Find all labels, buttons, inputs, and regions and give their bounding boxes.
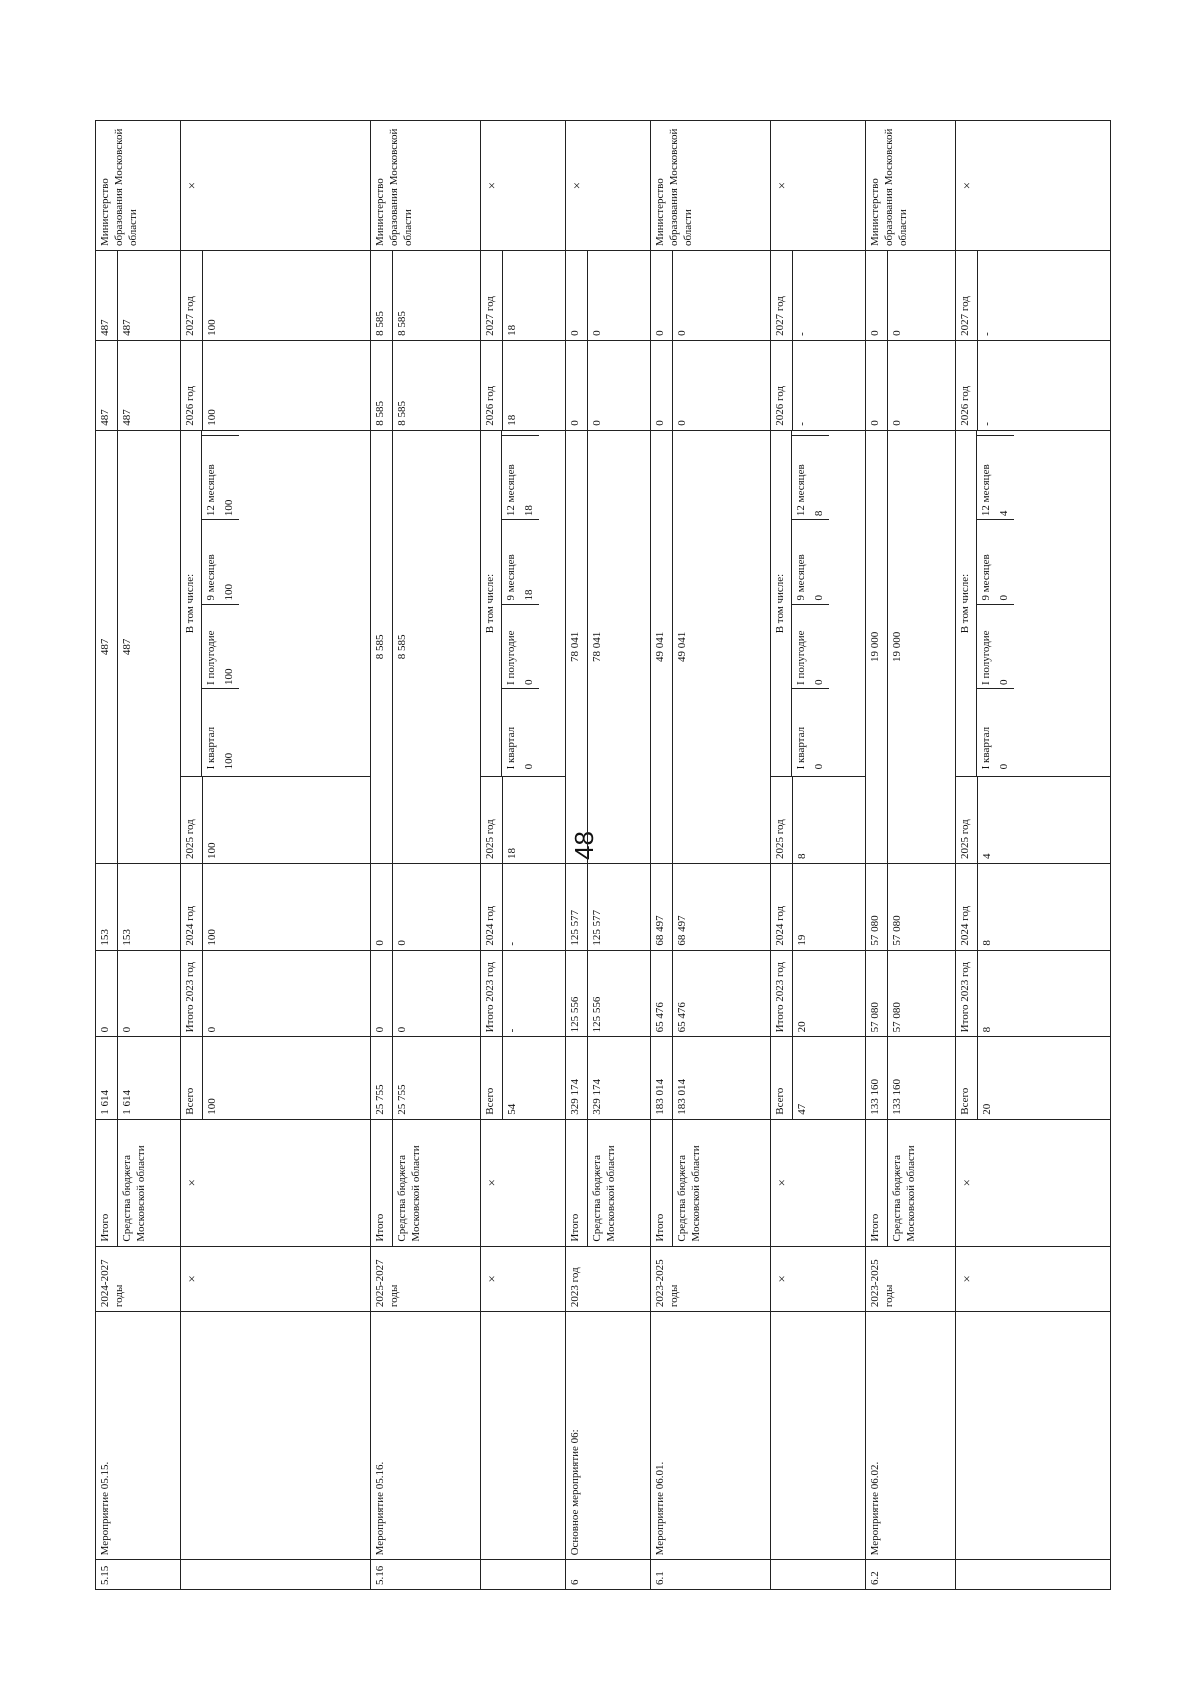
total-value: 54 <box>502 1037 520 1118</box>
row-period: × <box>771 1246 866 1312</box>
year-y2026-itogo: 8 585 <box>374 400 386 426</box>
year-y2026-itogo: 0 <box>654 420 666 426</box>
quarter-value: 100 <box>222 584 235 601</box>
table-row <box>181 121 371 1590</box>
year-y2023-itogo: 125 556 <box>569 996 581 1033</box>
quarter-breakdown <box>481 430 566 777</box>
year-header: 2027 год <box>184 296 196 336</box>
quarter-value: 0 <box>522 763 535 770</box>
year-y2026-budget: 8 585 <box>392 341 410 430</box>
quarter-h1 <box>202 604 240 688</box>
including-label: В том числе: <box>774 431 792 777</box>
year-header: 2024 год <box>184 905 196 946</box>
total-cell <box>651 1037 771 1119</box>
total-header: Всего <box>959 1087 971 1115</box>
row-description <box>481 1312 566 1560</box>
year-y2026-budget: 0 <box>672 341 690 430</box>
quarter-header: 12 месяцев <box>504 464 517 517</box>
year-y2024-itogo: 68 497 <box>654 915 666 946</box>
row-responsible: Министерство образования Московской области <box>96 121 181 251</box>
row-responsible: × <box>956 121 1111 251</box>
year-y2027 <box>956 251 1111 341</box>
row-period: × <box>481 1246 566 1312</box>
row-responsible: × <box>181 121 371 251</box>
year-value: 100 <box>202 341 220 430</box>
quarter-m12 <box>202 435 240 519</box>
year-y2025 <box>771 777 866 864</box>
year-y2023 <box>96 950 181 1037</box>
quarter-q1 <box>977 688 1015 772</box>
year-value: 18 <box>502 777 520 863</box>
including-label: В том числе: <box>184 431 202 777</box>
total-cell-budget: 25 755 <box>392 1037 410 1118</box>
year-value: 100 <box>202 251 220 340</box>
year-header: 2024 год <box>959 905 971 946</box>
row-number: 5.15 <box>96 1560 181 1590</box>
row-number: 5.16 <box>371 1560 481 1590</box>
year-y2023-budget: 57 080 <box>887 951 905 1037</box>
year-value: 8 <box>977 864 995 950</box>
year-header: Итого 2023 год <box>484 961 496 1033</box>
total-cell <box>956 1037 1111 1119</box>
year-y2026 <box>96 340 181 430</box>
year-y2026-budget: 487 <box>117 341 135 430</box>
quarter-header: 9 месяцев <box>504 554 517 601</box>
row-period: 2023 год <box>566 1246 651 1312</box>
year-y2026 <box>956 340 1111 430</box>
year-header: 2024 год <box>774 905 786 946</box>
quarter-value: 8 <box>812 510 825 517</box>
row-number: 6 <box>566 1560 651 1590</box>
total-cell <box>866 1037 956 1119</box>
year-y2025 <box>96 430 181 863</box>
total-cell <box>566 1037 651 1119</box>
table-row <box>956 121 1111 1590</box>
year-header: 2026 год <box>774 385 786 426</box>
quarter-value: 4 <box>997 510 1010 517</box>
year-y2024-budget: 153 <box>117 864 135 950</box>
year-y2026-itogo: 0 <box>869 420 881 426</box>
year-y2023-budget: 125 556 <box>587 951 605 1037</box>
year-value: 8 585 <box>392 431 410 863</box>
year-value: 487 <box>117 431 135 863</box>
total-cell-budget: 329 174 <box>587 1037 605 1118</box>
total-header: Всего <box>484 1087 496 1115</box>
total-value: 47 <box>792 1037 810 1118</box>
year-y2023-itogo: 57 080 <box>869 1002 881 1033</box>
year-header: 2027 год <box>484 296 496 336</box>
quarter-value: 0 <box>812 763 825 770</box>
quarter-value: 18 <box>522 589 535 601</box>
year-y2024 <box>481 864 566 951</box>
year-y2027-budget: 487 <box>117 251 135 340</box>
year-value: 100 <box>202 777 220 863</box>
year-value: 49 041 <box>654 631 666 662</box>
quarter-value: 0 <box>812 679 825 685</box>
year-y2023-itogo: 0 <box>99 1026 111 1033</box>
row-source: × <box>771 1119 866 1246</box>
year-y2024 <box>771 864 866 951</box>
row-source-budget: Средства бюджета Московской области <box>887 1120 919 1246</box>
year-y2027 <box>566 251 651 341</box>
quarter-header: 12 месяцев <box>794 464 807 517</box>
table-row <box>371 121 481 1590</box>
year-y2026-budget: 0 <box>587 341 605 430</box>
quarter-header: I квартал <box>504 726 517 770</box>
year-header: 2024 год <box>484 905 496 946</box>
year-y2026 <box>566 340 651 430</box>
quarter-m9 <box>502 519 540 603</box>
year-value: 0 <box>202 951 220 1037</box>
row-description <box>181 1312 371 1560</box>
year-y2027-budget: 0 <box>672 251 690 340</box>
year-header: 2027 год <box>774 296 786 336</box>
year-y2027 <box>181 251 371 341</box>
row-source <box>371 1119 481 1246</box>
year-value: 18 <box>502 251 520 340</box>
quarter-breakdown <box>956 430 1111 777</box>
row-number <box>956 1560 1111 1590</box>
quarter-h1 <box>792 604 830 688</box>
year-value: - <box>502 951 520 1037</box>
year-y2026-itogo: 0 <box>569 420 581 426</box>
year-value: 8 585 <box>374 634 386 660</box>
year-y2027 <box>651 251 771 341</box>
quarter-value: 0 <box>522 679 535 685</box>
year-y2023 <box>651 950 771 1037</box>
row-source: × <box>956 1119 1111 1246</box>
including-label: В том числе: <box>959 431 977 777</box>
total-cell <box>371 1037 481 1119</box>
year-y2026 <box>181 340 371 430</box>
row-responsible: × <box>481 121 566 251</box>
table-row <box>866 121 956 1590</box>
year-value: - <box>792 341 810 430</box>
year-value: 18 <box>502 341 520 430</box>
quarter-q1 <box>792 688 830 772</box>
year-y2024-itogo: 0 <box>374 940 386 946</box>
row-number: 6.2 <box>866 1560 956 1590</box>
quarter-value: 0 <box>997 595 1010 601</box>
year-header: 2026 год <box>959 385 971 426</box>
quarter-header: 12 месяцев <box>204 464 217 517</box>
quarter-q1 <box>202 688 240 772</box>
year-y2026 <box>651 340 771 430</box>
year-y2024-itogo: 57 080 <box>869 915 881 946</box>
year-value: 19 <box>792 864 810 950</box>
year-y2027 <box>371 251 481 341</box>
year-y2027-budget: 0 <box>887 251 905 340</box>
year-y2027 <box>481 251 566 341</box>
row-period: × <box>181 1246 371 1312</box>
year-value: 78 041 <box>587 431 605 863</box>
quarter-h1 <box>977 604 1015 688</box>
total-cell <box>181 1037 371 1119</box>
quarter-value: 100 <box>222 668 235 685</box>
total-value: 100 <box>202 1037 220 1118</box>
total-header: Всего <box>184 1087 196 1115</box>
year-y2026 <box>771 340 866 430</box>
year-y2027-budget: 0 <box>587 251 605 340</box>
year-value: - <box>977 251 995 340</box>
total-cell <box>481 1037 566 1119</box>
quarter-m12 <box>792 435 830 519</box>
row-description: Основное мероприятие 06: <box>566 1312 651 1560</box>
year-y2023-budget: 0 <box>117 951 135 1037</box>
row-responsible: Министерство образования Московской области <box>651 121 771 251</box>
year-value: - <box>977 341 995 430</box>
year-value: - <box>502 864 520 950</box>
year-y2024-budget: 68 497 <box>672 864 690 950</box>
year-y2023 <box>371 950 481 1037</box>
year-y2025 <box>481 777 566 864</box>
total-cell-budget: 183 014 <box>672 1037 690 1118</box>
table-row <box>96 121 181 1590</box>
row-source-itogo: Итого <box>99 1213 111 1242</box>
year-value: 8 <box>977 951 995 1037</box>
row-source: × <box>481 1119 566 1246</box>
row-source-budget: Средства бюджета Московской области <box>117 1120 149 1246</box>
total-value: 20 <box>977 1037 995 1118</box>
row-responsible: Министерство образования Московской области <box>866 121 956 251</box>
quarter-breakdown <box>771 430 866 777</box>
quarter-m9 <box>202 519 240 603</box>
year-y2024-budget: 57 080 <box>887 864 905 950</box>
row-responsible: Министерство образования Московской области <box>371 121 481 251</box>
year-y2027-itogo: 487 <box>99 319 111 336</box>
year-value: 4 <box>977 777 995 863</box>
rotated-table-wrapper <box>95 120 1110 1590</box>
total-cell-budget: 133 160 <box>887 1037 905 1118</box>
row-number <box>771 1560 866 1590</box>
row-description <box>956 1312 1111 1560</box>
year-y2025 <box>956 777 1111 864</box>
row-description: Мероприятие 05.16. <box>371 1312 481 1560</box>
row-source-budget: Средства бюджета Московской области <box>587 1120 619 1246</box>
year-header: 2025 год <box>184 819 196 860</box>
year-value: 20 <box>792 951 810 1037</box>
row-period: 2023-2025 годы <box>651 1246 771 1312</box>
row-source <box>96 1119 181 1246</box>
row-source-itogo: Итого <box>374 1213 386 1242</box>
year-y2024 <box>956 864 1111 951</box>
year-y2026 <box>371 340 481 430</box>
row-number: 6.1 <box>651 1560 771 1590</box>
year-y2023-budget: 65 476 <box>672 951 690 1037</box>
year-y2027-budget: 8 585 <box>392 251 410 340</box>
quarter-value: 100 <box>222 499 235 517</box>
total-cell-budget: 1 614 <box>117 1037 135 1118</box>
year-header: Итого 2023 год <box>184 961 196 1033</box>
quarter-h1 <box>502 604 540 688</box>
year-y2024 <box>651 864 771 951</box>
year-y2025 <box>651 430 771 863</box>
quarter-m9 <box>792 519 830 603</box>
total-cell-itogo: 329 174 <box>569 1079 581 1115</box>
year-y2024 <box>181 864 371 951</box>
quarter-breakdown <box>181 430 371 777</box>
year-y2023 <box>866 950 956 1037</box>
year-header: Итого 2023 год <box>774 961 786 1033</box>
year-header: 2026 год <box>484 385 496 426</box>
year-value: 8 <box>792 777 810 863</box>
year-y2024-itogo: 153 <box>99 929 111 946</box>
year-y2023 <box>566 950 651 1037</box>
quarter-header: I полугодие <box>794 630 807 685</box>
row-source-itogo: Итого <box>869 1213 881 1242</box>
row-description: Мероприятие 05.15. <box>96 1312 181 1560</box>
year-y2024 <box>96 864 181 951</box>
quarter-header: I квартал <box>979 726 992 770</box>
year-y2023-itogo: 0 <box>374 1026 386 1033</box>
row-number <box>181 1560 371 1590</box>
year-y2023-budget: 0 <box>392 951 410 1037</box>
quarter-q1 <box>502 688 540 772</box>
year-value: - <box>792 251 810 340</box>
row-source-budget: Средства бюджета Московской области <box>392 1120 424 1246</box>
year-header: 2026 год <box>184 385 196 426</box>
table-row <box>651 121 771 1590</box>
year-y2023 <box>771 950 866 1037</box>
year-y2025 <box>181 777 371 864</box>
quarter-value: 100 <box>222 752 235 770</box>
year-y2027 <box>771 251 866 341</box>
quarter-value: 0 <box>997 679 1010 685</box>
row-period: × <box>956 1246 1111 1312</box>
row-responsible: × <box>771 121 866 251</box>
total-cell <box>96 1037 181 1119</box>
row-source-budget: Средства бюджета Московской области <box>672 1120 704 1246</box>
row-number <box>481 1560 566 1590</box>
quarter-header: I полугодие <box>204 630 217 685</box>
year-value: 49 041 <box>672 431 690 863</box>
quarter-m12 <box>502 435 540 519</box>
quarter-header: I квартал <box>794 726 807 770</box>
year-value: 19 000 <box>869 631 881 662</box>
year-y2027-itogo: 0 <box>869 330 881 336</box>
quarter-header: I полугодие <box>504 630 517 685</box>
year-header: Итого 2023 год <box>959 961 971 1033</box>
total-cell <box>771 1037 866 1119</box>
row-period: 2025-2027 годы <box>371 1246 481 1312</box>
quarter-value: 0 <box>997 763 1010 770</box>
row-period: 2024-2027 годы <box>96 1246 181 1312</box>
year-y2027 <box>866 251 956 341</box>
including-label: В том числе: <box>484 431 502 777</box>
year-y2024 <box>371 864 481 951</box>
quarter-header: 9 месяцев <box>204 554 217 601</box>
year-y2026-budget: 0 <box>887 341 905 430</box>
year-y2025 <box>866 430 956 863</box>
year-y2025 <box>566 430 651 863</box>
year-y2027 <box>96 251 181 341</box>
year-y2025 <box>371 430 481 863</box>
year-y2024 <box>566 864 651 951</box>
row-description <box>771 1312 866 1560</box>
year-value: 487 <box>99 638 111 656</box>
table-row <box>481 121 566 1590</box>
quarter-header: 12 месяцев <box>979 464 992 517</box>
total-header: Всего <box>774 1087 786 1115</box>
quarter-value: 18 <box>522 505 535 517</box>
year-value: 100 <box>202 864 220 950</box>
year-header: 2025 год <box>959 819 971 860</box>
page-number: 48 <box>568 831 599 860</box>
quarter-header: 9 месяцев <box>794 554 807 601</box>
year-y2023 <box>956 950 1111 1037</box>
year-y2024-budget: 125 577 <box>587 864 605 950</box>
row-source <box>566 1119 651 1246</box>
year-y2024 <box>866 864 956 951</box>
quarter-m12 <box>977 435 1015 519</box>
total-cell-itogo: 133 160 <box>869 1079 881 1115</box>
year-value: 78 041 <box>569 631 581 662</box>
quarter-value: 0 <box>812 595 825 601</box>
quarter-header: 9 месяцев <box>979 554 992 601</box>
total-cell-itogo: 183 014 <box>654 1079 666 1115</box>
year-header: 2025 год <box>484 819 496 860</box>
year-y2024-itogo: 125 577 <box>569 909 581 946</box>
total-cell-itogo: 25 755 <box>374 1084 386 1115</box>
year-y2023 <box>181 950 371 1037</box>
row-source-itogo: Итого <box>569 1213 581 1242</box>
quarter-header: I полугодие <box>979 630 992 685</box>
year-y2024-budget: 0 <box>392 864 410 950</box>
year-y2027-itogo: 0 <box>569 330 581 336</box>
year-y2026 <box>481 340 566 430</box>
year-y2027-itogo: 8 585 <box>374 311 386 336</box>
year-value: 19 000 <box>887 431 905 863</box>
year-y2026 <box>866 340 956 430</box>
row-period: 2023-2025 годы <box>866 1246 956 1312</box>
year-y2023-itogo: 65 476 <box>654 1002 666 1033</box>
total-cell-itogo: 1 614 <box>99 1090 111 1115</box>
row-source-itogo: Итого <box>654 1213 666 1242</box>
table-row <box>566 121 651 1590</box>
table-row <box>771 121 866 1590</box>
row-source: × <box>181 1119 371 1246</box>
year-y2023 <box>481 950 566 1037</box>
row-description: Мероприятие 06.02. <box>866 1312 956 1560</box>
quarter-m9 <box>977 519 1015 603</box>
year-y2026-itogo: 487 <box>99 409 111 426</box>
row-source <box>866 1119 956 1246</box>
program-table <box>95 120 1111 1590</box>
year-header: 2027 год <box>959 296 971 336</box>
row-responsible: × <box>566 121 651 251</box>
quarter-header: I квартал <box>204 726 217 770</box>
year-y2027-itogo: 0 <box>654 330 666 336</box>
year-header: 2025 год <box>774 819 786 860</box>
row-source <box>651 1119 771 1246</box>
row-description: Мероприятие 06.01. <box>651 1312 771 1560</box>
